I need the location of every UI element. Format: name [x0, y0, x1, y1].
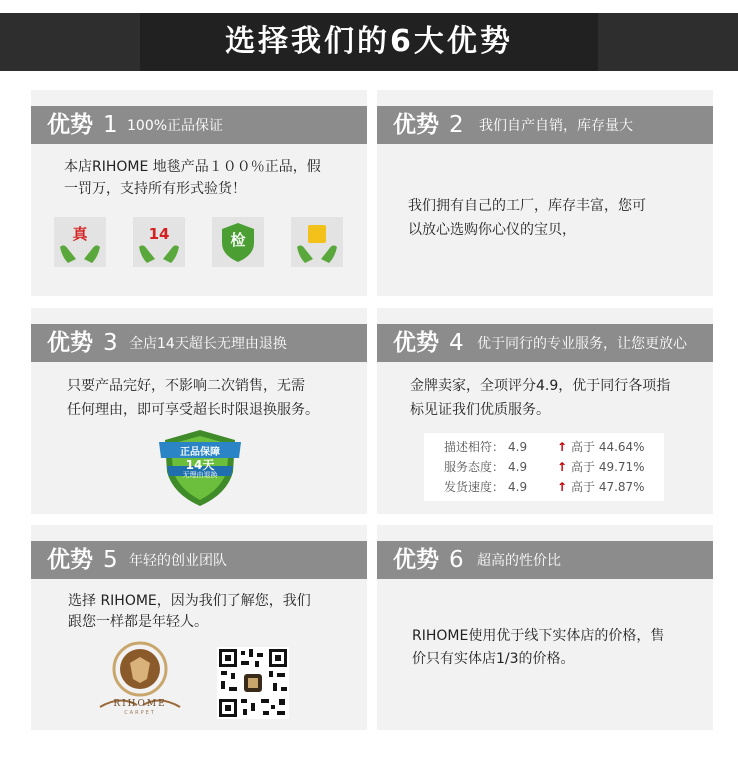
rating-compare: 高于 44.64% — [571, 440, 645, 454]
hands-zhen-icon — [54, 217, 106, 267]
rating-row — [424, 477, 664, 497]
card-description — [68, 591, 311, 633]
card-header — [377, 324, 713, 362]
qr-code[interactable] — [217, 647, 289, 719]
description-line: 我们拥有自己的工厂，库存丰富，您可 — [408, 198, 646, 214]
card-number: 2 — [449, 112, 464, 138]
card-subtitle: 我们自产自销，库存量大 — [479, 118, 633, 134]
badge-line-1: 正品保障 — [180, 447, 220, 458]
card-description — [67, 374, 319, 422]
card-label: 优势 — [47, 330, 93, 356]
shop-rating-panel — [424, 433, 664, 501]
hands-coin-icon — [291, 217, 343, 267]
card-number: 6 — [449, 547, 464, 573]
card-subtitle: 优于同行的专业服务，让您更放心 — [477, 336, 687, 352]
rating-label: 服务态度： — [444, 460, 505, 474]
page-title: 选择我们的6大优势 — [225, 24, 513, 59]
card-label: 优势 — [47, 112, 93, 138]
card-subtitle: 超高的性价比 — [477, 553, 561, 569]
icon-glyph: 14 — [148, 225, 170, 243]
description-line: 选择 RIHOME，因为我们了解您，我们 — [68, 593, 311, 609]
card-subtitle: 年轻的创业团队 — [129, 553, 227, 569]
description-line: 一罚万，支持所有形式验货！ — [64, 181, 246, 197]
card-header — [31, 324, 367, 362]
rihome-logo — [95, 637, 185, 719]
up-arrow-icon: ↑ — [557, 480, 568, 494]
card-description — [410, 374, 670, 422]
description-line: 本店RIHOME 地毯产品１００％正品，假 — [64, 159, 321, 175]
rating-value: 4.9 — [508, 440, 528, 454]
rating-compare: 高于 49.71% — [571, 460, 645, 474]
card-header — [377, 106, 713, 144]
rating-label: 描述相符： — [444, 440, 505, 454]
card-number: 1 — [103, 112, 118, 138]
card-header — [31, 106, 367, 144]
card-description — [412, 625, 664, 671]
advantage-card-1 — [31, 90, 367, 296]
rating-row — [424, 457, 664, 477]
rating-value: 4.9 — [508, 460, 528, 474]
title-bar — [0, 13, 738, 71]
card-header — [377, 541, 713, 579]
description-line: 任何理由，即可享受超长时限退换服务。 — [67, 402, 319, 418]
up-arrow-icon: ↑ — [557, 460, 568, 474]
description-line: 以放心选购你心仪的宝贝， — [408, 222, 576, 238]
shield-jian-icon — [212, 217, 264, 267]
description-line: 跟您一样都是年轻人。 — [68, 614, 208, 630]
hands-14-icon — [133, 217, 185, 267]
badge-line-3: 无理由退换 — [182, 471, 218, 479]
card-number: 3 — [103, 330, 118, 356]
card-label: 优势 — [393, 330, 439, 356]
advantage-card-6 — [377, 525, 713, 730]
advantage-card-4 — [377, 308, 713, 514]
rating-row — [424, 437, 664, 457]
card-number: 4 — [449, 330, 464, 356]
card-description — [64, 156, 321, 200]
logo-text: RIHOME — [113, 699, 167, 709]
rating-label: 发货速度： — [444, 480, 505, 494]
description-line: RIHOME使用优于线下实体店的价格，售 — [412, 628, 665, 644]
card-label: 优势 — [47, 547, 93, 573]
description-line: 只要产品完好，不影响二次销售，无需 — [67, 378, 305, 394]
card-label: 优势 — [393, 547, 439, 573]
card-label: 优势 — [393, 112, 439, 138]
logo-subtext: CARPET — [124, 710, 156, 716]
card-header — [31, 541, 367, 579]
rating-value: 4.9 — [508, 480, 528, 494]
card-number: 5 — [103, 547, 118, 573]
icon-glyph: 真 — [72, 225, 88, 243]
up-arrow-icon: ↑ — [557, 440, 568, 454]
return-guarantee-badge — [159, 428, 241, 508]
icon-glyph: 检 — [230, 231, 246, 249]
advantage-card-3 — [31, 308, 367, 514]
card-subtitle: 100%正品保证 — [127, 118, 224, 134]
advantage-card-5 — [31, 525, 367, 730]
description-line: 价只有实体店1/3的价格。 — [412, 651, 575, 667]
card-subtitle: 全店14天超长无理由退换 — [129, 336, 287, 352]
advantage-card-2 — [377, 90, 713, 296]
description-line: 金牌卖家，全项评分4.9，优于同行各项指 — [410, 378, 671, 394]
description-line: 标见证我们优质服务。 — [410, 402, 550, 418]
badge-line-2: 14天 — [185, 458, 215, 472]
card-description — [408, 194, 646, 242]
rating-compare: 高于 47.87% — [571, 480, 645, 494]
